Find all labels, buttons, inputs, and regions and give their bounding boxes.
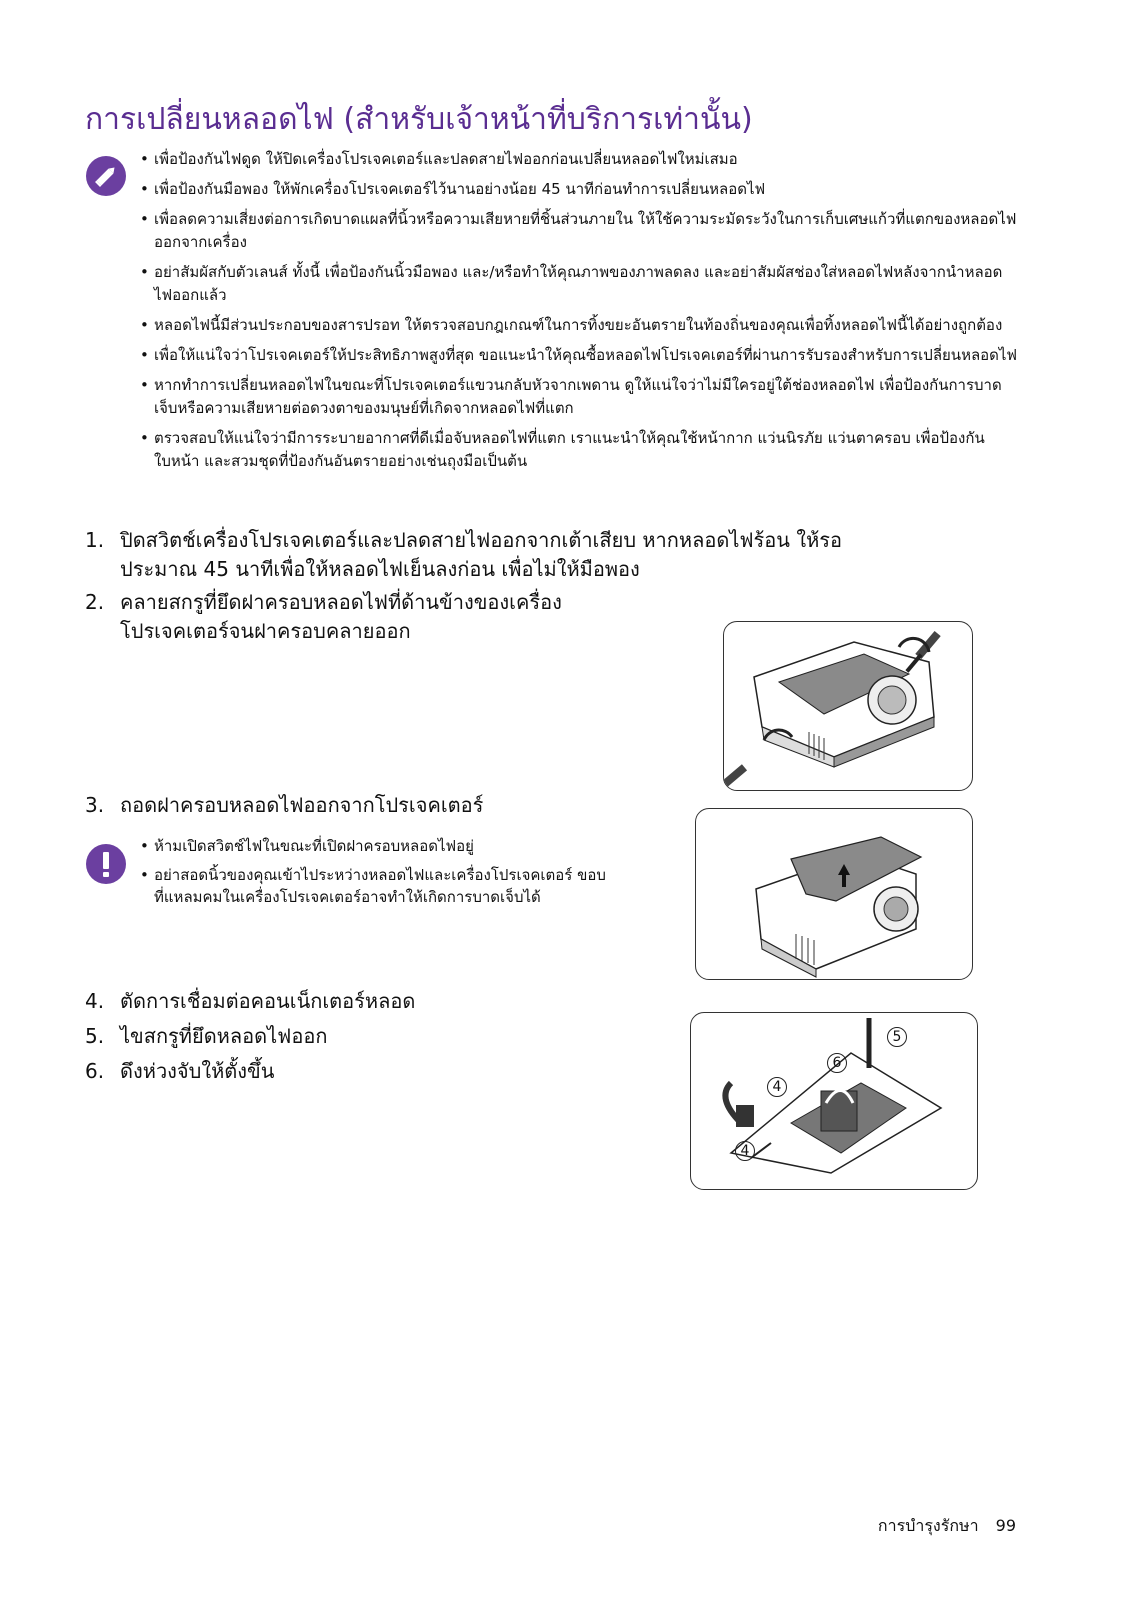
step-number: 6. [85, 1059, 105, 1083]
step-number: 4. [85, 989, 105, 1013]
step-1 [85, 526, 905, 584]
note-item: • เพื่อป้องกันมือพอง ให้พักเครื่องโปรเจคเตอร์ไว้นานอย่างน้อย 45 นาทีก่อนทำการเปลี่ยนหลอดไฟ [140, 178, 1020, 201]
step-number: 2. [85, 590, 105, 614]
exclamation-icon [86, 844, 126, 884]
pencil-icon [86, 156, 126, 196]
callout-6: 6 [827, 1053, 847, 1073]
step-number: 5. [85, 1024, 105, 1048]
step-4 [85, 987, 605, 1016]
page-number: 99 [995, 1516, 1016, 1535]
callout-4-lower: 4 [735, 1141, 755, 1161]
warning-list [140, 835, 610, 915]
step-3 [85, 791, 605, 820]
step-text: ไขสกรูที่ยึดหลอดไฟออก [120, 1024, 328, 1048]
projector-cover-illustration [696, 809, 972, 979]
figure-remove-cover [695, 808, 973, 980]
step-text: ตัดการเชื่อมต่อคอนเน็กเตอร์หลอด [120, 989, 416, 1013]
step-text: ถอดฝาครอบหลอดไฟออกจากโปรเจคเตอร์ [120, 793, 484, 817]
note-item: • หลอดไฟนี้มีส่วนประกอบของสารปรอท ให้ตรวจสอบกฎเกณฑ์ในการทิ้งขยะอันตรายในท้องถิ่นของคุณเพื่อทิ้งหลอดไฟนี้ได้อย่างถูกต้อง [140, 314, 1020, 337]
step-number: 3. [85, 793, 105, 817]
step-2 [85, 588, 605, 646]
note-item: • อย่าสัมผัสกับตัวเลนส์ ทั้งนี้ เพื่อป้องกันนิ้วมือพอง และ/หรือทำให้คุณภาพของภาพลดลง และอย่าสัมผัสช่องใส่หลอดไฟหลังจากนำหลอดไฟออกแล้ว [140, 261, 1020, 307]
warning-item: • ห้ามเปิดสวิตช์ไฟในขณะที่เปิดฝาครอบหลอดไฟอยู่ [140, 835, 610, 857]
step-text: คลายสกรูที่ยึดฝาครอบหลอดไฟที่ด้านข้างของเครื่องโปรเจคเตอร์จนฝาครอบคลายออก [120, 590, 562, 643]
warning-item: • อย่าสอดนิ้วของคุณเข้าไประหว่างหลอดไฟและเครื่องโปรเจคเตอร์ ขอบที่แหลมคมในเครื่องโปรเจคเตอร์อาจทำให้เกิดการบาดเจ็บได้ [140, 864, 610, 908]
note-item: • หากทำการเปลี่ยนหลอดไฟในขณะที่โปรเจคเตอร์แขวนกลับหัวจากเพดาน ดูให้แน่ใจว่าไม่มีใครอยู่ใต้ช่องหลอดไฟ เพื่อป้องกันการบาดเจ็บหรือความเสียหายต่อดวงตาของมนุษย์ที่เกิดจากหลอดไฟที่แตก [140, 374, 1020, 420]
note-item: • เพื่อป้องกันไฟดูด ให้ปิดเครื่องโปรเจคเตอร์และปลดสายไฟออกก่อนเปลี่ยนหลอดไฟใหม่เสมอ [140, 148, 1020, 171]
footer-section: การบำรุงรักษา [877, 1516, 979, 1535]
step-text: ดึงห่วงจับให้ตั้งขึ้น [120, 1059, 275, 1083]
note-item: • ตรวจสอบให้แน่ใจว่ามีการระบายอากาศที่ดีเมื่อจับหลอดไฟที่แตก เราแนะนำให้คุณใช้หน้ากาก แว่นนิรภัย แว่นตาครอบ เพื่อป้องกันใบหน้า และสวมชุดที่ป้องกันอันตรายอย่างเช่นถุงมือเป็นต้น [140, 427, 1020, 473]
callout-5: 5 [887, 1027, 907, 1047]
step-number: 1. [85, 528, 105, 552]
note-item: • เพื่อให้แน่ใจว่าโปรเจคเตอร์ให้ประสิทธิภาพสูงที่สุด ขอแนะนำให้คุณซื้อหลอดไฟโปรเจคเตอร์ที่ผ่านการรับรองสำหรับการเปลี่ยนหลอดไฟ [140, 344, 1020, 367]
note-list [140, 148, 1020, 480]
step-6 [85, 1057, 605, 1086]
step-text: ปิดสวิตช์เครื่องโปรเจคเตอร์และปลดสายไฟออกจากเต้าเสียบ หากหลอดไฟร้อน ให้รอประมาณ 45 นาทีเพื่อให้หลอดไฟเย็นลงก่อน เพื่อไม่ให้มือพอง [120, 528, 843, 581]
callout-4-upper: 4 [767, 1077, 787, 1097]
page-footer [866, 1514, 1016, 1539]
figure-loosen-screws [723, 621, 973, 791]
lamp-module-illustration [691, 1013, 977, 1189]
projector-illustration [724, 622, 972, 790]
page-title: การเปลี่ยนหลอดไฟ (สำหรับเจ้าหน้าที่บริการเท่านั้น) [85, 102, 753, 137]
figure-lamp-removal [690, 1012, 978, 1190]
step-5 [85, 1022, 605, 1051]
note-item: • เพื่อลดความเสี่ยงต่อการเกิดบาดแผลที่นิ้วหรือความเสียหายที่ชิ้นส่วนภายใน ให้ใช้ความระมัดระวังในการเก็บเศษแก้วที่แตกของหลอดไฟออกจากเครื่อง [140, 208, 1020, 254]
